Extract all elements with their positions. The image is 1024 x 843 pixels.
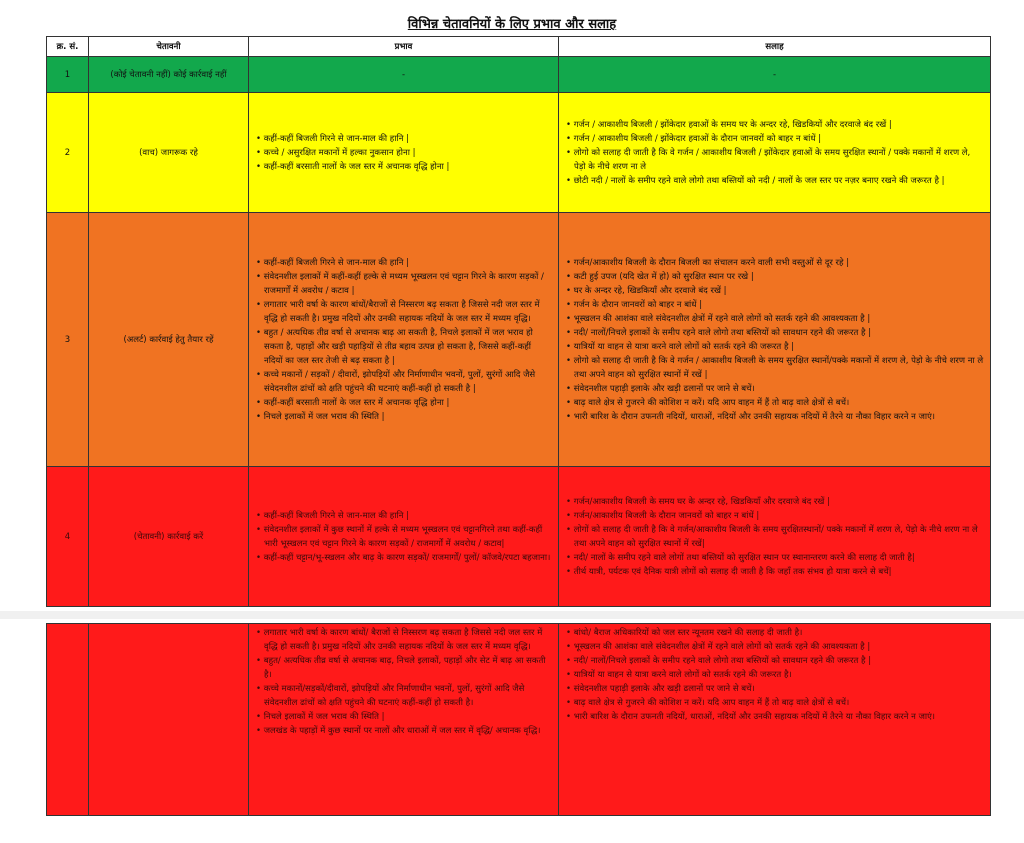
row-warning-level: (वाच) जागरूक रहे [89, 93, 249, 213]
list-item: • बांधो/ बैराज अधिकारियों को जल स्तर न्यूनतम रखने की सलाह दी जाती है। [565, 626, 984, 640]
table-row-warning-continued [47, 624, 991, 816]
list-item: • छोटी नदी / नालों के समीप रहने वाले लोगो तथा बस्तियों को नदी / नालों के जल स्तर पर नज़र बनाए रखने की जरूरत है | [565, 174, 984, 188]
list-item: • घर के अन्दर रहे, खिडकियाँ और दरवाजे बंद रखें | [565, 284, 984, 298]
list-item: • कच्चे मकानों / सड़कों / दीवारों, झोपड़ियों और निर्माणाधीन भवनों, पुलों, सुरंगों आदि जैसे संवेदनशील ढांचों को क्षति पहुंचने की घटनाएं कहीं-कहीं हो सकती है | [255, 368, 552, 396]
table-row-alert [47, 213, 991, 467]
list-item: • कहीं-कहीं बिजली गिरने से जान-माल की हानि | [255, 256, 552, 270]
table-row-no-warning [47, 57, 991, 93]
header-warning: चेतावनी [89, 37, 249, 57]
list-item: • लोगों को सलाह दी जाती है कि वे गर्जन/आकाशीय बिजली के समय सुरक्षितस्थानों/ पक्के मकानों में शरण ले, पेड़ो के नीचे शरण ना ले तथा अपने वाहन को सुरक्षित स्थानों में रखें| [565, 523, 984, 551]
row-effects [249, 213, 559, 467]
list-item: • गर्जन/आकाशीय बिजली के दौरान बिजली का संचालन करने वाली सभी वस्तुओं से दूर रहे | [565, 256, 984, 270]
row-warning-level: (अलर्ट) कार्रवाई हेतु तैयार रहें [89, 213, 249, 467]
row-serial: 3 [47, 213, 89, 467]
list-item: • भारी बारिश के दौरान उफनती नदियों, धाराओं, नदियों और उनकी सहायक नदियों में तैरने या नौका विहार करने न जाएं। [565, 410, 984, 424]
list-item: • लोगो को सलाह दी जाती है कि वे गर्जन / आकाशीय बिजली के समय सुरक्षित स्थानों/पक्के मकानों में शरण ले, पेड़ो के नीचे शरण ना ले तथा अपने वाहन को सुरक्षित स्थानों में रखें | [565, 354, 984, 382]
advisory-table [46, 36, 991, 607]
header-serial: क्र. सं. [47, 37, 89, 57]
table-row-watch [47, 93, 991, 213]
list-item: • नदी/ नालों के समीप रहने वाले लोगों तथा बस्तियों को सुरक्षित स्थान पर स्थानान्तरण करने की सलाह दी जाती है| [565, 551, 984, 565]
row-advice [559, 624, 991, 816]
row-warning-level [89, 624, 249, 816]
row-advice [559, 467, 991, 607]
list-item: • कहीं-कहीं बिजली गिरने से जान-माल की हानि | [255, 509, 552, 523]
list-item: • निचले इलाकों में जल भराव की स्थिति | [255, 410, 552, 424]
list-item: • गर्जन/आकाशीय बिजली के दौरान जानवरों को बाहर न बांधें | [565, 509, 984, 523]
list-item: • कहीं-कहीं चट्टान/भू-स्खलन और बाढ़ के कारण सड़कों/ राजमार्गों/ पुलों/ कॉजवे/रपटा बहजाना। [255, 551, 552, 565]
header-effects: प्रभाव [249, 37, 559, 57]
header-advice: सलाह [559, 37, 991, 57]
row-effects [249, 624, 559, 816]
list-item: • नदी/ नालों/निचले इलाकों के समीप रहने वाले लोगो तथा बस्तियों को सावधान रहने की जरूरत है | [565, 326, 984, 340]
list-item: • गर्जन / आकाशीय बिजली / झोंकेदार हवाओं के समय घर के अन्दर रहे, खिडकियों और दरवाजे बंद रखें | [565, 118, 984, 132]
list-item: • बहुत / अत्यधिक तीव्र वर्षा से अचानक बाढ़ आ सकती है, निचले इलाकों में जल भराव हो सकता है, पहाड़ों और खड़ी पहाड़ियों से तीव्र बहाव उत्पन्न हो सकता है, जिससे कहीं-कहीं नदियों का जल स्तर तेजी से बढ़ सकता है | [255, 326, 552, 368]
page-title: विभिन्न चेतावनियों के लिए प्रभाव और सलाह [407, 17, 617, 32]
row-serial: 4 [47, 467, 89, 607]
list-item: • लगातार भारी वर्षा के कारण बांधों/ बैराजों से निस्सरण बढ़ सकता है जिससे नदी जल स्तर में वृद्धि हो सकती है। प्रमुख नदियों और उनकी सहायक नदियों के जल स्तर में मध्यम वृद्धि। [255, 626, 552, 654]
list-item: • निचले इलाकों में जल भराव की स्थिति | [255, 710, 552, 724]
list-item: • कहीं-कहीं बरसाती नालों के जल स्तर में अचानक वृद्धि होना | [255, 160, 552, 174]
list-item: • कच्चे मकानों/सड़कों/दीवारों, झोपड़ियों और निर्माणाधीन भवनों, पुलों, सुरंगों आदि जैसे संवेदनशील ढांचों को क्षति पहुंचने की घटनाएं कहीं-कहीं हो सकती है। [255, 682, 552, 710]
list-item: • संवेदनशील पहाड़ी इलाके और खड़ी ढलानों पर जाने से बचें। [565, 382, 984, 396]
list-item: • बाढ़ वाले क्षेत्र से गुजरने की कोशिश न करें। यदि आप वाहन में हैं तो बाढ़ वाले क्षेत्रों से बचें। [565, 696, 984, 710]
list-item: • बहुत/ अत्यधिक तीव्र वर्षा से अचानक बाढ़, निचले इलाकों, पहाड़ों और सेट में बाढ़ आ सकती है। [255, 654, 552, 682]
row-advice [559, 93, 991, 213]
list-item: • लगातार भारी वर्षा के कारण बांधों/बैराजों से निस्सरण बढ़ सकता है जिससे नदी जल स्तर में वृद्धि हो सकती है। प्रमुख नदियों और उनकी सहायक नदियों के जल स्तर में मध्यम वृद्धि। [255, 298, 552, 326]
list-item: • यात्रियों या वाहन से यात्रा करने वाले लोगों को सतर्क रहने की जरूरत है। [565, 668, 984, 682]
list-item: • कटी हुई उपज (यदि खेत में हो) को सुरक्षित स्थान पर रखे | [565, 270, 984, 284]
list-item: • कहीं-कहीं बिजली गिरने से जान-माल की हानि | [255, 132, 552, 146]
list-item: • यात्रियों या वाहन से यात्रा करने वाले लोगों को सतर्क रहने की जरूरत है | [565, 340, 984, 354]
list-item: • संवेदनशील इलाकों में कुछ स्थानों में हल्के से मध्यम भूस्खलन एवं चट्टानगिरने तथा कहीं-कहीं भारी भूस्खलन एवं चट्टान गिरने के कारण सड़कों / राजमार्गों में अवरोध / कटाव| [255, 523, 552, 551]
row-effects [249, 93, 559, 213]
row-serial: 1 [47, 57, 89, 93]
list-item: • लोगो को सलाह दी जाती है कि वे गर्जन / आकाशीय बिजली / झोंकेदार हवाओं के समय सुरक्षित स्थानों / पक्के मकानों में शरण ले, पेड़ो के नीचे शरण ना ले [565, 146, 984, 174]
row-effects [249, 467, 559, 607]
table-row-warning [47, 467, 991, 607]
list-item: • भूस्खलन की आशंका वाले संवेदनशील क्षेत्रों में रहने वाले लोगों को सतर्क रहने की आवश्यकता है | [565, 312, 984, 326]
row-effects: - [249, 57, 559, 93]
row-serial [47, 624, 89, 816]
list-item: • संवेदनशील पहाड़ी इलाके और खड़ी ढलानों पर जाने से बचें। [565, 682, 984, 696]
list-item: • कहीं-कहीं बरसाती नालों के जल स्तर में अचानक वृद्धि होना | [255, 396, 552, 410]
list-item: • गर्जन के दौरान जानवरों को बाहर न बांधें | [565, 298, 984, 312]
list-item: • नदी/ नालों/निचले इलाकों के समीप रहने वाले लोगो तथा बस्तियों को सावधान रहने की जरूरत है | [565, 654, 984, 668]
row-warning-level: (कोई चेतावनी नहीं) कोई कार्रवाई नहीं [89, 57, 249, 93]
list-item: • तीर्थ यात्री, पर्यटक एवं दैनिक यात्री लोगों को सलाह दी जाती है कि जहाँ तक संभव हो यात्रा करने से बचें| [565, 565, 984, 579]
row-warning-level: (चेतावनी) कार्रवाई करें [89, 467, 249, 607]
list-item: • गर्जन / आकाशीय बिजली / झोंकेदार हवाओं के दौरान जानवरों को बाहर न बांधें | [565, 132, 984, 146]
list-item: • गर्जन/आकाशीय बिजली के समय घर के अन्दर रहे, खिडकियाँ और दरवाजे बंद रखें | [565, 495, 984, 509]
page-break [0, 611, 1024, 619]
list-item: • बाढ़ वाले क्षेत्र से गुजरने की कोशिश न करें। यदि आप वाहन में हैं तो बाढ़ वाले क्षेत्रों से बचें। [565, 396, 984, 410]
list-item: • संवेदनशील इलाकों में कहीं-कहीं हल्के से मध्यम भूस्खलन एवं चट्टान गिरने के कारण सड़कों / राजमार्गों में अवरोध / कटाव | [255, 270, 552, 298]
row-advice: - [559, 57, 991, 93]
row-advice [559, 213, 991, 467]
header-row [47, 37, 991, 57]
list-item: • जलखंड के पहाड़ों में कुछ स्थानों पर नालों और धाराओं में जल स्तर में वृद्धि/ अचानक वृद्धि। [255, 724, 552, 738]
list-item: • भारी बारिश के दौरान उफनती नदियों, धाराओं, नदियों और उनकी सहायक नदियों में तैरने या नौका विहार करने न जाएं। [565, 710, 984, 724]
list-item: • कच्चे / असुरक्षित मकानों में हल्का नुकसान होना | [255, 146, 552, 160]
advisory-table-continued [46, 623, 991, 816]
list-item: • भूस्खलन की आशंका वाले संवेदनशील क्षेत्रों में रहने वाले लोगों को सतर्क रहने की आवश्यकता है | [565, 640, 984, 654]
row-serial: 2 [47, 93, 89, 213]
